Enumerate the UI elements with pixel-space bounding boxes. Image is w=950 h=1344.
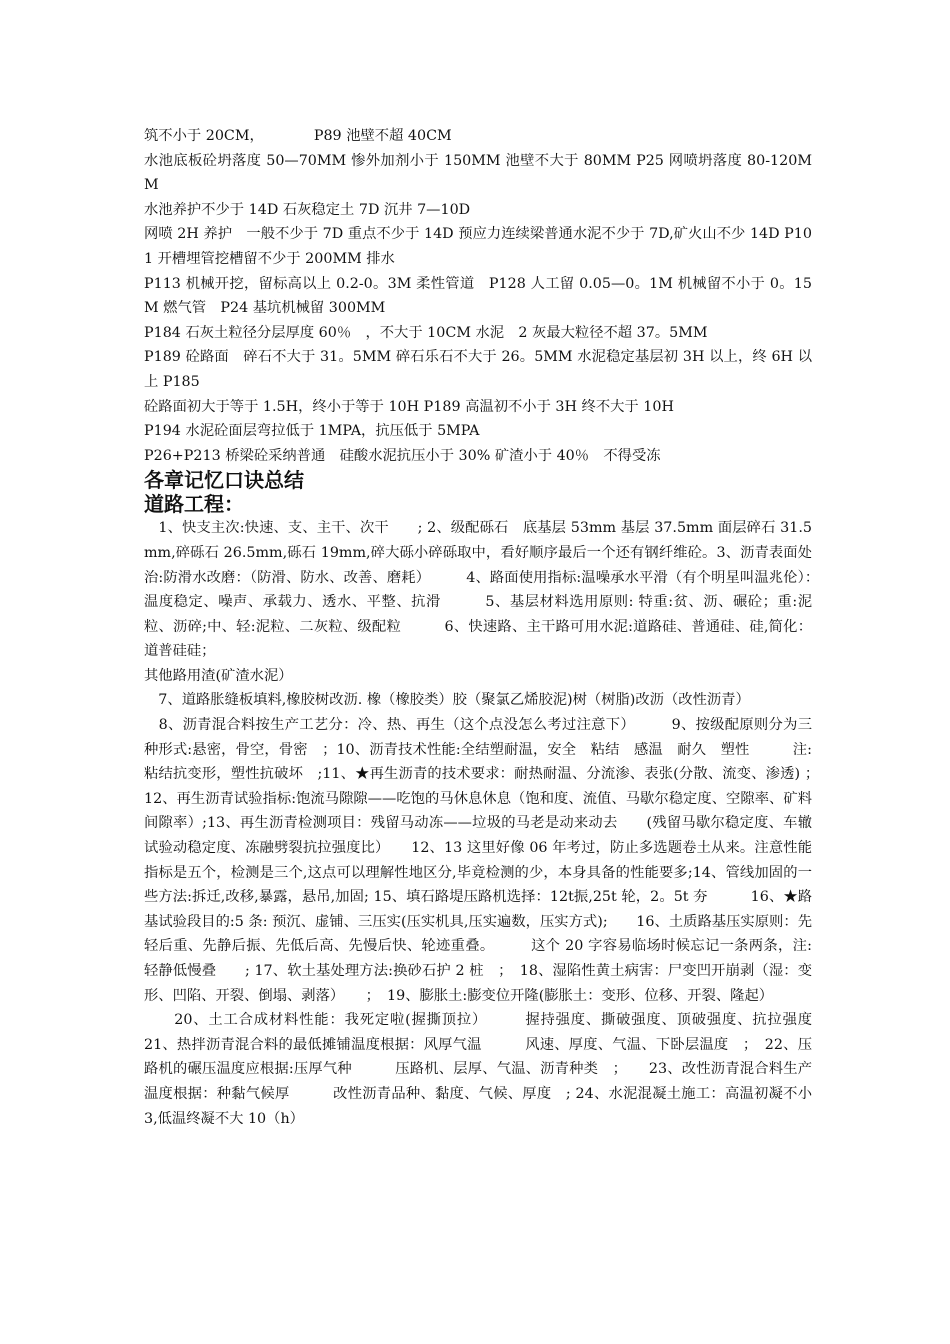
- note-line-6: P184 石灰土粒径分层厚度 60％ ，不大于 10CM 水泥 2 灰最大粒径不超 37。5MM: [144, 324, 708, 341]
- note-line-10: P26+P213 桥梁砼采纳普通 硅酸水泥抗压小于 30% 矿渣小于 40％ 不得受冻: [144, 447, 661, 464]
- mnemonic-paragraph-4: 8、沥青混合料按生产工艺分：冷、热、再生（这个点没怎么考过注意下） 9、按级配原则分为三种形式:悬密，骨空，骨密 ；10、沥青技术性能:全结塑耐温，安全 粘结 感温 耐久 塑性 注:粘结抗变形，塑性抗破坏 ;11、★再生沥青的技术要求：耐热耐温、分流渗、表张(分散、流变、渗透) ； 12、再生沥青试验指标:饱流马隙隙——吃饱的马休息休息（饱和度、流值、马歇尔稳定度、空隙率、矿料间隙率）;13、再生沥青检测项目：残留马动冻——垃圾的马老是动来动去 (残留马歇尔稳定度、车辙试验动稳定度、冻融劈裂抗拉强度比） 12、13 这里好像 06 年考过，防止多选题卷土从来。注意性能指标是五个，检测是三个,这点可以理解性地区分,毕竟检测的少，本身具备的性能要多;14、管线加固的一些方法:拆迁,改移,暴露，悬吊,加固; 15、填石路堤压路机选择：12t振,25t 轮，2。5t 夯 16、★路基试验段目的:5 条: 预沉、虚铺、三压实(压实机具,压实遍数，压实方式); 16、土质路基压实原则：先轻后重、先静后振、先低后高、先慢后快、轮迹重叠。 这个 20 字容易临场时候忘记一条两条，注:轻静低慢叠 ; 17、软土基处理方法:换砂石护 2 桩 ； 18、湿陷性黄土病害：尸变凹开崩剥（湿：变形、凹陷、开裂、倒塌、剥落） ； 19、膨胀土:膨变位开隆(膨胀土：变形、位移、开裂、隆起）: [144, 717, 827, 1004]
- mnemonic-body: [144, 516, 855, 1131]
- note-line-4: 网喷 2H 养护 一般不少于 7D 重点不少于 14D 预应力连续梁普通水泥不少于 7D,矿火山不少 14D P101 开槽埋管挖槽留不少于 200MM 排水: [144, 226, 812, 267]
- note-line-5: P113 机械开挖，留标高以上 0.2-0。3M 柔性管道 P128 人工留 0.05—0。1M 机械留不小于 0。15M 燃气管 P24 基坑机械留 300MM: [144, 275, 812, 317]
- mnemonic-paragraph-5: 20、土工合成材料性能：我死定啦(握撕顶拉） 握持强度、撕破强度、顶破强度、抗拉强度 21、热拌沥青混合料的最低摊铺温度根据：风厚气温 风速、厚度、气温、下卧层温度 ； 22、压路机的碾压温度应根据:压厚气种 压路机、层厚、气温、沥青种类 ； 23、改性沥青混合料生产温度根据：种黏气候厚 改性沥青品种、黏度、气候、厚度 ; 24、水泥混凝土施工：高温初凝不小 3,低温终凝不大 10（h）: [144, 1012, 855, 1127]
- mnemonic-paragraph-1: 1、快支主次:快速、支、主干、次干 ; 2、级配砾石 底基层 53mm 基层 37.5mm 面层碎石 31.5mm,碎砾石 26.5mm,砾石 19mm,碎大砾小碎砾取中，看好顺序最后一个还有钢纤维砼。3、沥青表面处治:防滑水改磨：（防滑、防水、改善、磨耗） 4、路面使用指标:温噪承水平滑（有个明星叫温兆伦）： 温度稳定、噪声、承载力、透水、平整、抗滑 5、基层材料选用原则: 特重:贫、沥、碾砼；重:泥粒、沥碎;中、轻:泥粒、二灰粒、级配粒 6、快速路、主干路可用水泥:道路硅、普通硅、硅,简化：道普硅硅；: [144, 520, 855, 660]
- section-heading: 各章记忆口诀总结: [144, 468, 304, 493]
- subsection-heading: 道路工程：: [144, 492, 244, 517]
- note-line-2: 水池底板砼坍落度 50—70MM 惨外加剂小于 150MM 池壁不大于 80MM P25 网喷坍落度 80-120MM: [144, 152, 812, 194]
- note-line-7: P189 砼路面 碎石不大于 31。5MM 碎石乐石不大于 26。5MM 水泥稳定基层初 3H 以上，终 6H 以上 P185: [144, 349, 812, 390]
- note-line-8: 砼路面初大于等于 1.5H，终小于等于 10H P189 高温初不小于 3H 终不大于 10H: [144, 398, 674, 415]
- mnemonic-paragraph-2: 其他路用渣(矿渣水泥）: [144, 667, 293, 684]
- note-line-3: 水池养护不少于 14D 石灰稳定土 7D 沉井 7—10D: [144, 201, 471, 218]
- mnemonic-paragraph-3: 7、道路胀缝板填料,橡胶树改沥. 橡（橡胶类）胶（聚氯乙烯胶泥)树（树脂)改沥（改性沥青）: [144, 692, 750, 709]
- note-line-1: 筑不小于 20CM， P89 池壁不超 40CM: [144, 128, 452, 144]
- note-line-9: P194 水泥砼面层弯拉低于 1MPA，抗压低于 5MPA: [144, 423, 480, 440]
- document-page: [144, 124, 855, 1131]
